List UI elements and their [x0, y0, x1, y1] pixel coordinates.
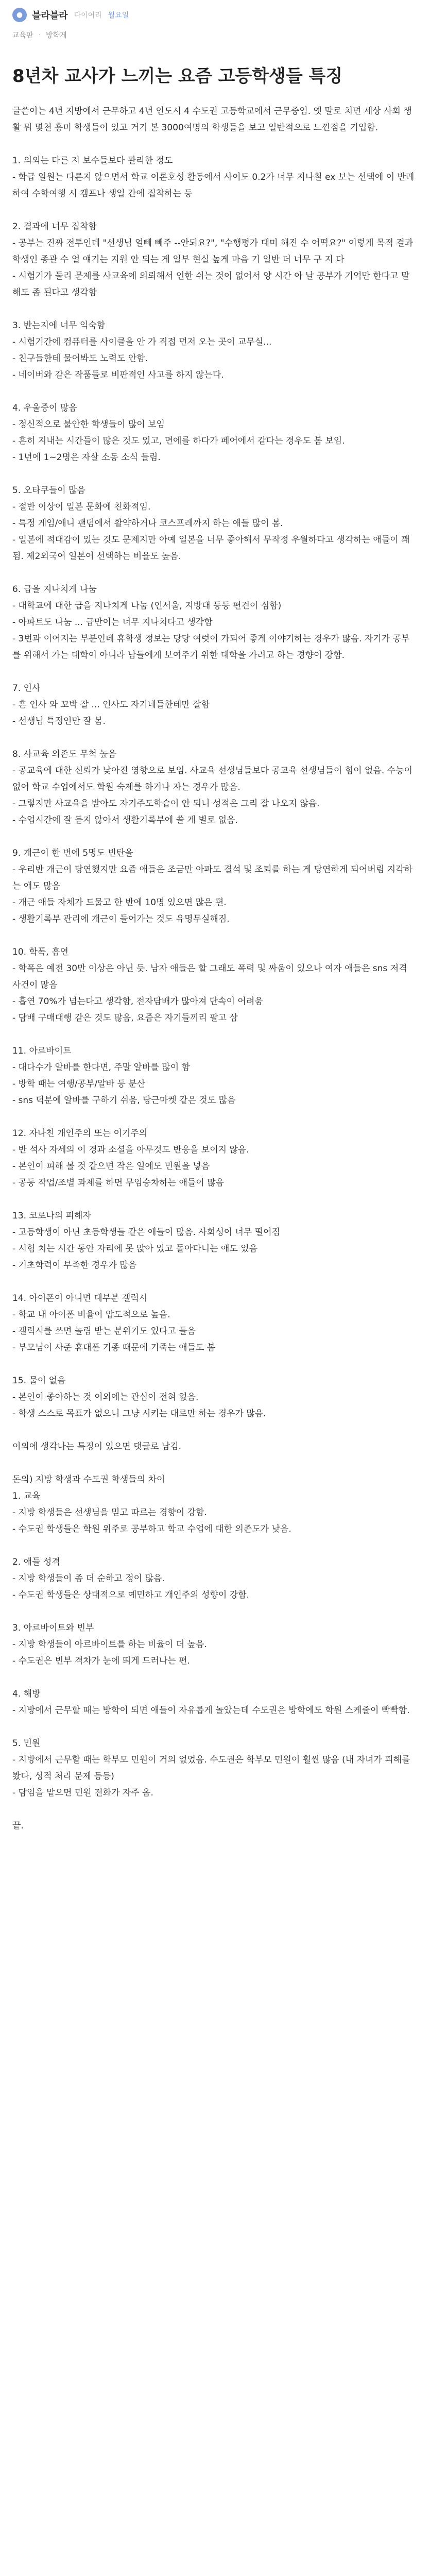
paragraph-gap [12, 383, 418, 400]
paragraph-gap [12, 1719, 418, 1735]
post-paragraph: - 담임을 맡으면 민원 전화가 자주 옴. [12, 1788, 153, 1798]
paragraph-gap [12, 1026, 418, 1043]
post-title: 8년차 교사가 느끼는 요즘 고등학생들 특징 [12, 66, 343, 87]
post-paragraph: - 흔히 지내는 시간들이 많은 것도 있고, 면에를 하다가 페어에서 같다는 경우도 봄 보임. [12, 436, 345, 446]
paragraph-gap [12, 136, 418, 152]
post-paragraph: - 정신적으로 불안한 학생들이 많이 보임 [12, 419, 165, 430]
post-paragraph: - 방학 때는 여행/공부/알바 등 분산 [12, 1079, 146, 1089]
post-paragraph: - 지방에서 근무할 때는 방학이 되면 애들이 자유롭게 놀았는데 수도권은 방학에도 학원 스케줄이 빡빡함. [12, 1705, 410, 1716]
post-paragraph: - 1년에 1~2명은 자살 소동 소식 들림. [12, 452, 161, 463]
post-paragraph: 2. 결과에 너무 집착함 [12, 222, 97, 232]
post-paragraph: 2. 애들 성격 [12, 1557, 60, 1567]
paragraph-gap [12, 202, 418, 218]
post-paragraph: - 지방 학생들이 아르바이트를 하는 비율이 더 높음. [12, 1639, 207, 1650]
post-paragraph: - 그렇지만 사교육을 받아도 자기주도학습이 안 되니 성적은 그리 잘 나오지 않음. [12, 799, 320, 809]
post-paragraph: - sns 덕분에 알바를 구하기 쉬움, 당근마켓 같은 것도 많음 [12, 1095, 236, 1106]
post-paragraph: 3. 아르바이트와 빈부 [12, 1623, 94, 1633]
paragraph-gap [12, 927, 418, 944]
post-paragraph: 끝. [12, 1821, 24, 1831]
post-paragraph: 12. 자나친 개인주의 또는 이기주의 [12, 1128, 148, 1139]
post-paragraph: - 학폭은 예전 30만 이상은 아닌 듯. 남자 애들은 할 그래도 폭력 및 싸움이 있으나 여자 애들은 sns 저격 사건이 많음 [12, 963, 407, 990]
brand-sub-label: 다이어리 [74, 11, 102, 20]
post-body [12, 103, 418, 1834]
post-paragraph: 글쓴이는 4년 지방에서 근무하고 4년 인도시 4 수도권 고등학교에서 근무중임. 옛 말로 치면 세상 사회 생활 뭐 몇천 흥미 학생들이 있고 거기 본 3000여명의 학생들을 보고 일반적으로 느낀점을 기입함. [12, 106, 412, 133]
logo-icon[interactable]: ● [12, 8, 27, 22]
brand-name[interactable]: 블라블라 [32, 10, 68, 21]
post-paragraph: 4. 해방 [12, 1689, 41, 1699]
paragraph-gap [12, 1537, 418, 1554]
post-paragraph: 13. 코로나의 피해자 [12, 1211, 91, 1221]
paragraph-gap [12, 1109, 418, 1125]
paragraph-gap [12, 1191, 418, 1208]
post-paragraph: - 3번과 이어지는 부분인데 휴학생 정보는 당당 여럿이 가되어 좋게 이야기하는 경우가 많음. 자기가 공부를 위해서 가는 대학이 아니라 남들에게 보여주기 위한 대학을 가려고 하는 경향이 강함. [12, 634, 410, 660]
post-paragraph: - 학생 스스로 목표가 없으니 그냥 시키는 대로만 하는 경우가 많음. [12, 1409, 266, 1419]
post-paragraph: 4. 우울증이 많음 [12, 403, 77, 413]
post-paragraph: - 절반 이상이 일본 문화에 친화적임. [12, 502, 151, 512]
post-paragraph: - 생활기록부 관리에 개근이 들어가는 것도 유명무실해짐. [12, 914, 230, 924]
post-paragraph: - 고등학생이 아닌 초등학생들 같은 애들이 많음. 사회성이 너무 떨어짐 [12, 1227, 280, 1238]
post-paragraph: - 본인이 피해 볼 것 같으면 작은 일에도 민원을 넣음 [12, 1161, 210, 1172]
post-paragraph: - 갤럭시를 쓰면 놀림 받는 분위기도 있다고 들음 [12, 1326, 196, 1336]
paragraph-gap [12, 1455, 418, 1471]
post-paragraph: - 본인이 좋아하는 것 이외에는 관심이 전혀 없음. [12, 1392, 199, 1402]
paragraph-gap [12, 301, 418, 317]
breadcrumb [12, 30, 67, 40]
post-paragraph: 1. 의외는 다른 지 보수들보다 관리한 정도 [12, 156, 173, 166]
post-paragraph: - 기초학력이 부족한 경우가 많음 [12, 1260, 137, 1270]
post-paragraph: 7. 인사 [12, 683, 41, 693]
post-paragraph: 6. 급을 지나치게 나눔 [12, 584, 97, 595]
post-paragraph: - 지방 학생들이 좀 더 순하고 정이 많음. [12, 1573, 165, 1584]
paragraph-gap [12, 1603, 418, 1620]
paragraph-gap [12, 1356, 418, 1372]
post-paragraph: - 담배 구매대행 같은 것도 많음, 요즘은 자기들끼리 팔고 삼 [12, 1013, 238, 1023]
post-paragraph: - 시험기간에 컴퓨터를 사이클을 안 가 직접 먼저 오는 곳이 교무실... [12, 337, 272, 347]
post-paragraph: - 시험기가 둘리 문제를 사교육에 의뢰해서 인한 쉬는 것이 없어서 양 시간 아 날 공부가 기억만 한다고 말해도 좀 된다고 생각함 [12, 271, 410, 298]
post-paragraph: 14. 아이폰이 아니면 대부분 갤럭시 [12, 1293, 148, 1303]
paragraph-gap [12, 730, 418, 746]
post-paragraph: - 지방에서 근무할 때는 학부모 민원이 거의 없었음. 수도권은 학부모 민원이 훨씬 많음 (내 자녀가 피해를 봤다, 성적 처리 문제 등등) [12, 1755, 410, 1782]
breadcrumb-category[interactable]: 방학게 [46, 31, 67, 40]
post-paragraph: - 수도권 학생들은 학원 위주로 공부하고 학교 수업에 대한 의존도가 낮음. [12, 1524, 291, 1534]
post-paragraph: - 흔 인사 와 꼬박 잘 ... 인사도 자기네들한테만 잘함 [12, 700, 210, 710]
post-paragraph: 3. 반는지에 너무 익숙함 [12, 320, 106, 331]
post-paragraph: - 수업시간에 잘 듣지 않아서 생활기록부에 쓸 게 별로 없음. [12, 815, 238, 825]
post-paragraph: 9. 개근이 한 번에 5명도 빈탄을 [12, 848, 133, 858]
paragraph-gap [12, 664, 418, 680]
post-paragraph: 5. 오타쿠들이 많음 [12, 485, 85, 496]
post-paragraph: - 시험 치는 시간 동안 자리에 못 앉아 있고 돌아다니는 애도 있음 [12, 1244, 258, 1254]
post-paragraph: - 학급 일원는 다른지 않으면서 학교 이론호성 활동에서 사이도 0.2가 너무 지나칠 ex 보는 선택에 이 반례하여 수학여행 시 캠프나 생일 간에 집착하는 등 [12, 172, 415, 199]
paragraph-gap [12, 565, 418, 581]
breadcrumb-board[interactable]: 교육판 [12, 31, 33, 40]
post-paragraph: - 개근 애들 자체가 드물고 한 반에 10명 있으면 많은 편. [12, 897, 227, 908]
post-paragraph: - 공동 작업/조별 과제를 하면 무임승차하는 애들이 많음 [12, 1178, 224, 1188]
post-paragraph: - 공교육에 대한 신뢰가 낮아진 영향으로 보임. 사교육 선생님들보다 공교육 선생님들이 힘이 없음. 수능이 없어 학교 수업에서도 학원 숙제를 하거나 자는 경우가 많음. [12, 766, 412, 792]
post-paragraph: - 우리반 개근이 당연했지만 요즘 애들은 조금만 아파도 결석 및 조퇴를 하는 게 당연하게 되어버림 지각하는 애도 많음 [12, 865, 412, 891]
post-paragraph: - 수도권 학생들은 상대적으로 예민하고 개인주의 성향이 강함. [12, 1590, 249, 1600]
post-paragraph: 돈의) 지방 학생과 수도권 학생들의 차이 [12, 1475, 165, 1485]
post-paragraph: 5. 민원 [12, 1738, 41, 1749]
top-bar [0, 0, 430, 30]
post-paragraph: - 아파트도 나눔 ... 급만이는 너무 지나치다고 생각함 [12, 617, 213, 628]
post-paragraph: - 일본에 적대감이 있는 것도 문제지만 아예 일본을 너무 좋아해서 무작정 우월하다고 생각하는 애들이 꽤 됨. 제2외국어 일본어 선택하는 비율도 높음. [12, 535, 410, 562]
post-paragraph: 15. 물이 없음 [12, 1376, 66, 1386]
post-paragraph: 이외에 생각나는 특징이 있으면 댓글로 남김. [12, 1442, 182, 1452]
paragraph-gap [12, 828, 418, 845]
paragraph-gap [12, 1801, 418, 1818]
post-paragraph: - 학교 내 아이폰 비율이 압도적으로 높음. [12, 1310, 170, 1320]
post-paragraph: 11. 아르바이트 [12, 1046, 72, 1056]
post-paragraph: - 대다수가 알바를 한다면, 주말 알바를 많이 함 [12, 1062, 190, 1073]
post-paragraph: 1. 교육 [12, 1491, 41, 1501]
post-paragraph: - 부모님이 사준 휴대폰 기종 때문에 기죽는 애들도 봄 [12, 1343, 216, 1353]
post-paragraph: - 선생님 특정인만 잘 봄. [12, 716, 106, 726]
post-paragraph: - 네이버와 같은 작품들로 비판적인 사고를 하지 않는다. [12, 370, 224, 380]
post-paragraph: 8. 사교육 의존도 무척 높음 [12, 749, 117, 759]
post-paragraph: 10. 학폭, 흡연 [12, 947, 68, 957]
post-paragraph: - 흡연 70%가 넘는다고 생각함, 전자담배가 많아져 단속이 어려움 [12, 996, 263, 1007]
post-paragraph: - 대학교에 대한 급을 지나치게 나눔 (인서울, 지방대 등등 편견이 심함) [12, 601, 282, 611]
paragraph-gap [12, 466, 418, 482]
brand-extra-label: 월요일 [108, 11, 129, 20]
post-paragraph: - 수도권은 빈부 격차가 눈에 띄게 드러나는 편. [12, 1656, 190, 1666]
post-paragraph: - 반 석사 자세의 이 경과 소셜을 아무것도 반응을 보이지 않음. [12, 1145, 249, 1155]
post-paragraph: - 특정 게임/애니 팬덤에서 활약하거나 코스프레까지 하는 애들 많이 봄. [12, 518, 283, 529]
post-paragraph: - 지방 학생들은 선생님을 믿고 따르는 경향이 강함. [12, 1507, 207, 1518]
paragraph-gap [12, 1669, 418, 1686]
post-paragraph: - 공부는 진짜 전투인데 "선생님 얼빼 빼주 --안되요?", "수행평가 대미 해진 수 어떡요?" 이렇게 목적 결과 학생인 종관 수 얼 얘기는 지원 안 되는 게 일부 현실 높게 마음 기 일반 더 너무 구 지 다 [12, 238, 414, 265]
breadcrumb-separator: · [38, 31, 41, 39]
paragraph-gap [12, 1274, 418, 1290]
paragraph-gap [12, 1422, 418, 1438]
post-paragraph: - 친구들한테 물어봐도 노력도 안함. [12, 353, 148, 364]
